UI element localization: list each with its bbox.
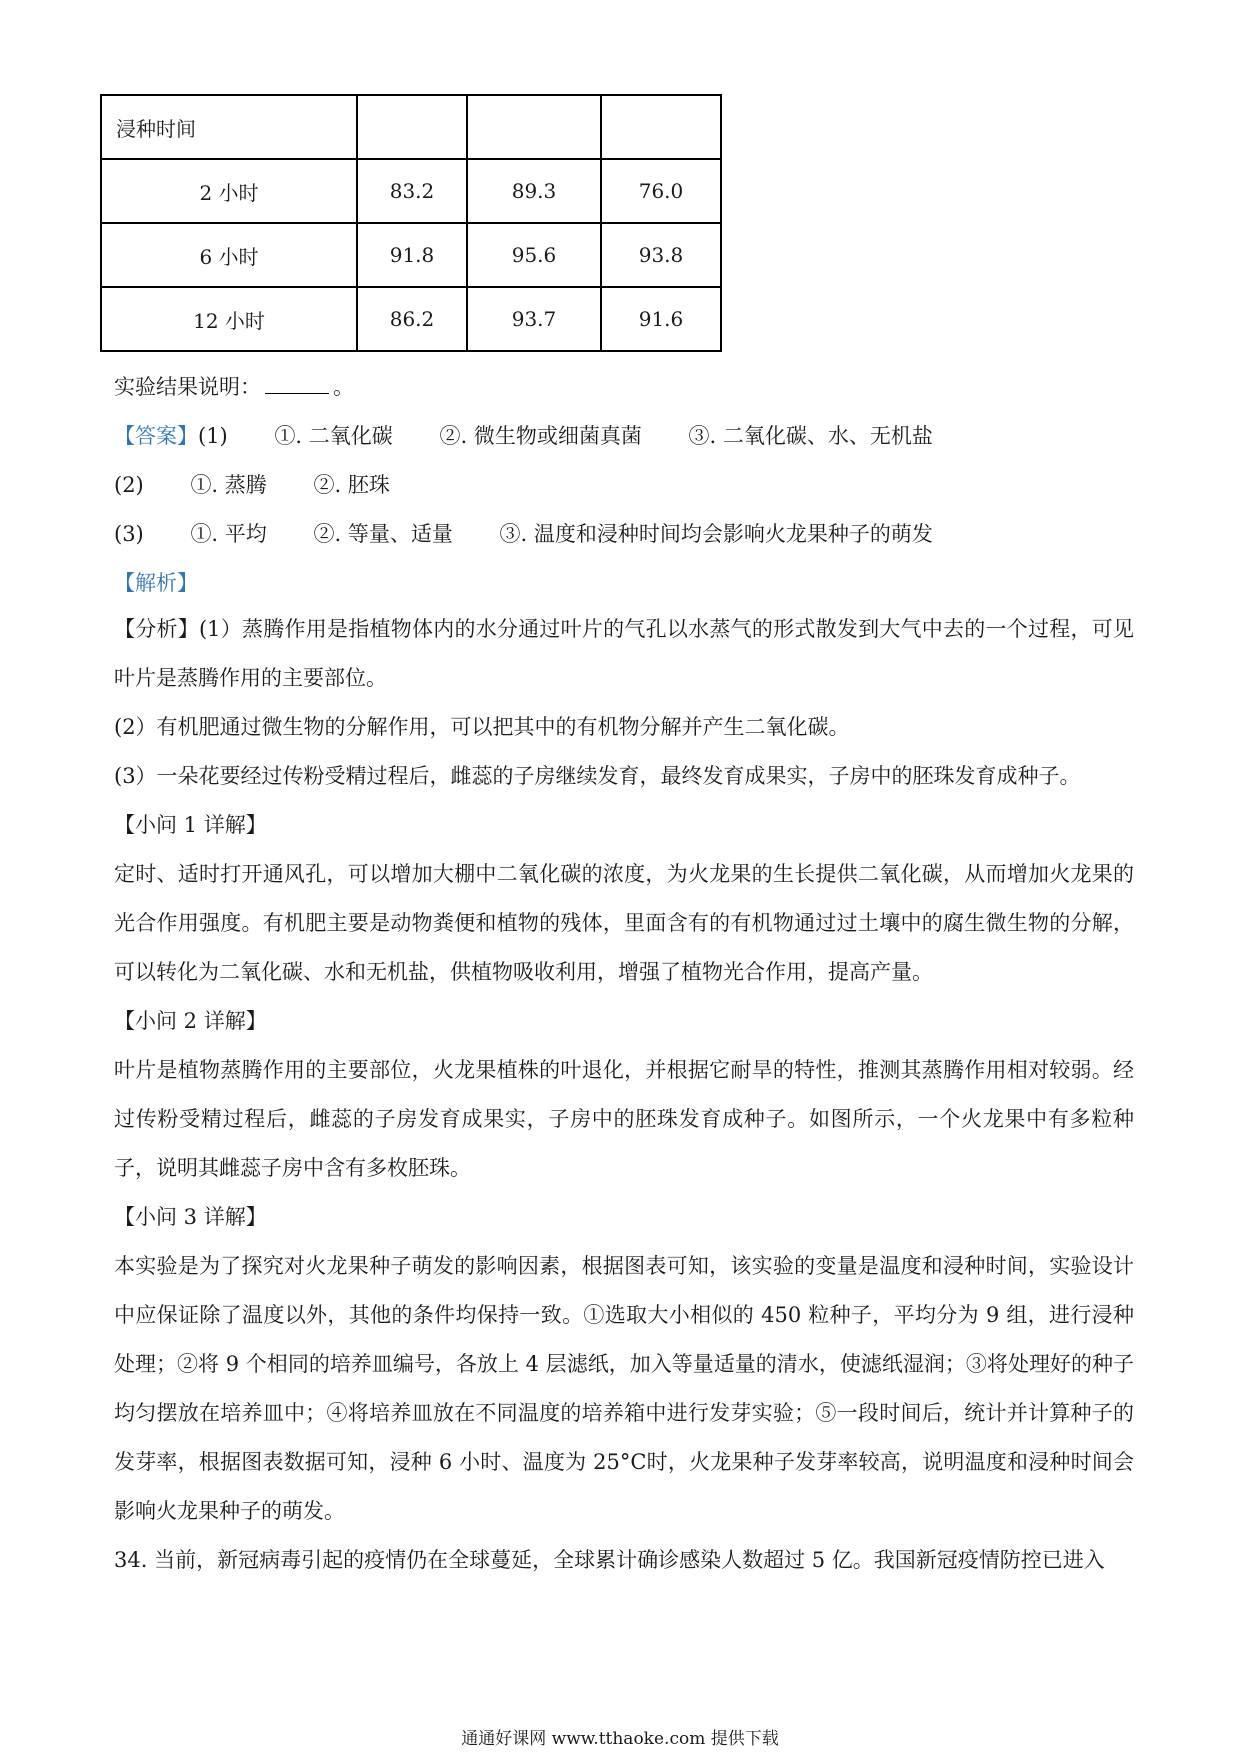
- q1-text: 定时、适时打开通风孔，可以增加大棚中二氧化碳的浓度，为火龙果的生长提供二氧化碳，从而增加火龙果的光合作用强度。有机肥主要是动物粪便和植物的残体，里面含有的有机物通过过土壤中的腐生微生物的分解，可以转化为二氧化碳、水和无机盐，供植物吸收利用，增强了植物光合作用，提高产量。: [114, 862, 1134, 984]
- answer-number: (3): [114, 522, 144, 546]
- q2-text: 叶片是植物蒸腾作用的主要部位，火龙果植株的叶退化，并根据它耐旱的特性，推测其蒸腾作用相对较弱。经过传粉受精过程后，雌蕊的子房发育成果实，子房中的胚珠发育成种子。如图所示，一个火龙果中有多粒种子，说明其雌蕊子房中含有多枚胚珠。: [114, 1058, 1134, 1180]
- answer-label: 【答案】: [114, 424, 198, 448]
- answer-item: ②. 微生物或细菌真菌: [439, 424, 642, 448]
- table-cell: 浸种时间: [101, 95, 357, 159]
- answer-item: ①. 蒸腾: [190, 473, 267, 497]
- table-cell: 89.3: [467, 159, 601, 223]
- q1-heading: 【小问 1 详解】: [114, 813, 267, 837]
- analysis-paragraph-3: (3）一朵花要经过传粉受精过程后，雌蕊的子房继续发育，最终发育成果实，子房中的胚珠发育成种子。: [114, 764, 1081, 788]
- table-cell: [357, 95, 467, 159]
- table-cell: [467, 95, 601, 159]
- table-row: [101, 223, 721, 287]
- result-prompt: [114, 372, 354, 402]
- analysis-label: 【解析】: [114, 571, 198, 595]
- analysis-paragraph-2: (2）有机肥通过微生物的分解作用，可以把其中的有机物分解并产生二氧化碳。: [114, 715, 850, 739]
- table-cell: 91.6: [601, 287, 721, 351]
- table-cell: 76.0: [601, 159, 721, 223]
- q3-heading: 【小问 3 详解】: [114, 1205, 267, 1229]
- answer-item: ②. 胚珠: [313, 473, 390, 497]
- table-cell: 86.2: [357, 287, 467, 351]
- table-cell: 91.8: [357, 223, 467, 287]
- answer-item: ②. 等量、适量: [313, 522, 453, 546]
- result-prompt-end: 。: [333, 375, 354, 399]
- page-footer: 通通好课网 www.tthaoke.com 提供下载: [461, 1729, 779, 1749]
- answer-line-2: [114, 470, 390, 500]
- table-cell: 12 小时: [101, 287, 357, 351]
- table-cell: 2 小时: [101, 159, 357, 223]
- table-cell: [601, 95, 721, 159]
- result-prompt-label: 实验结果说明：: [114, 375, 261, 399]
- table-row: [101, 159, 721, 223]
- answer-item: ③. 温度和浸种时间均会影响火龙果种子的萌发: [499, 522, 933, 546]
- answer-blank: [265, 373, 329, 394]
- table-cell: 95.6: [467, 223, 601, 287]
- question-34: 34. 当前，新冠病毒引起的疫情仍在全球蔓延，全球累计确诊感染人数超过 5 亿。我国新冠疫情防控已进入: [114, 1548, 1105, 1572]
- answer-line-3: [114, 519, 933, 549]
- q3-text: 本实验是为了探究对火龙果种子萌发的影响因素，根据图表可知，该实验的变量是温度和浸种时间，实验设计中应保证除了温度以外，其他的条件均保持一致。①选取大小相似的 450 粒种子，平均分为 9 组，进行浸种处理；②将 9 个相同的培养皿编号，各放上 4 层滤纸，加入等量适量的清水，使滤纸湿润；③将处理好的种子均匀摆放在培养皿中；④将培养皿放在不同温度的培养箱中进行发芽实验；⑤一段时间后，统计并计算种子的发芽率，根据图表数据可知，浸种 6 小时、温度为 25°C时，火龙果种子发芽率较高，说明温度和浸种时间会影响火龙果种子的萌发。: [114, 1254, 1134, 1523]
- answer-number: (1): [198, 424, 228, 448]
- analysis-paragraph-1: 【分析】(1）蒸腾作用是指植物体内的水分通过叶片的气孔以水蒸气的形式散发到大气中去的一个过程，可见叶片是蒸腾作用的主要部位。: [114, 617, 1134, 690]
- table-cell: 83.2: [357, 159, 467, 223]
- table-cell: 93.7: [467, 287, 601, 351]
- q2-heading: 【小问 2 详解】: [114, 1009, 267, 1033]
- table-cell: 6 小时: [101, 223, 357, 287]
- answer-item: ③. 二氧化碳、水、无机盐: [688, 424, 933, 448]
- table-row: [101, 287, 721, 351]
- answer-number: (2): [114, 473, 144, 497]
- table-cell: 93.8: [601, 223, 721, 287]
- table-header-row: [101, 95, 721, 159]
- answer-item: ①. 二氧化碳: [274, 424, 393, 448]
- germination-table: [100, 94, 722, 352]
- answer-item: ①. 平均: [190, 522, 267, 546]
- answer-line-1: [114, 421, 933, 451]
